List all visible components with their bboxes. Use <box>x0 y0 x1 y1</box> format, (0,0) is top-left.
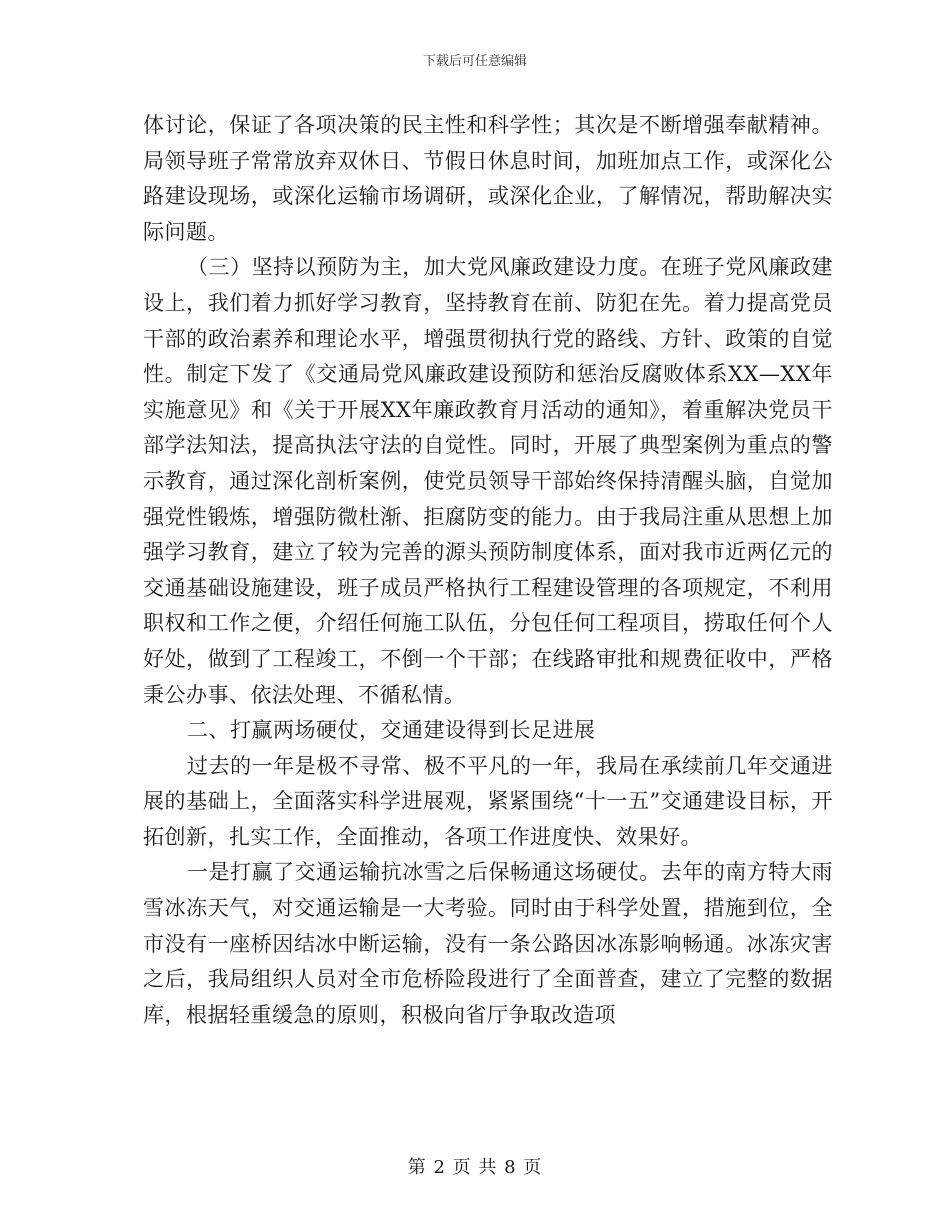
paragraph-section-three: （三）坚持以预防为主，加大党风廉政建设力度。在班子党风廉政建设上，我们着力抓好学习教育，坚持教育在前、防犯在先。着力提高党员干部的政治素养和理论水平，增强贯彻执行党的路线、方针、政策的自觉性。制定下发了《交通局党风廉政建设预防和惩治反腐败体系XX—XX年实施意见》和《关于开展XX年廉政教育月活动的通知》，着重解决党员干部学法知法，提高执法守法的自觉性。同时，开展了典型案例为重点的警示教育，通过深化剖析案例，使党员领导干部始终保持清醒头脑，自觉加强党性锻炼，增强防微杜渐、拒腐防变的能力。由于我局注重从思想上加强学习教育，建立了较为完善的源头预防制度体系，面对我市近两亿元的交通基础设施建设，班子成员严格执行工程建设管理的各项规定，不利用职权和工作之便，介绍任何施工队伍，分包任何工程项目，捞取任何个人好处，做到了工程竣工，不倒一个干部；在线路审批和规费征收中，严格秉公办事、依法处理、不循私情。 <box>143 255 833 707</box>
paragraph-continued: 体讨论，保证了各项决策的民主性和科学性；其次是不断增强奉献精神。局领导班子常常放弃双休日、节假日休息时间，加班加点工作，或深化公路建设现场，或深化运输市场调研，或深化企业，了解情况，帮助解决实际问题。 <box>143 113 833 244</box>
paragraph-first-point: 一是打赢了交通运输抗冰雪之后保畅通这场硬仗。去年的南方特大雨雪冰冻天气，对交通运输是一大考验。同时由于科学处置，措施到位，全市没有一座桥因结冰中断运输，没有一条公路因冰冻影响畅通。冰冻灾害之后，我局组织人员对全市危桥险段进行了全面普查，建立了完整的数据库，根据轻重缓急的原则，积极向省厅争取改造项 <box>143 860 833 1027</box>
section-heading-two: 二、打赢两场硬仗，交通建设得到长足进展 <box>187 718 596 743</box>
page-header: 下载后可任意编辑 <box>422 54 527 69</box>
document-body <box>143 108 833 1033</box>
page-number-footer: 第 2 页 共 8 页 <box>407 1157 543 1178</box>
paragraph-overview: 过去的一年是极不寻常、极不平凡的一年，我局在承续前几年交通进展的基础上，全面落实科学进展观，紧紧围绕“十一五”交通建设目标，开拓创新，扎实工作，全面推动，各项工作进度快、效果好。 <box>143 753 833 849</box>
